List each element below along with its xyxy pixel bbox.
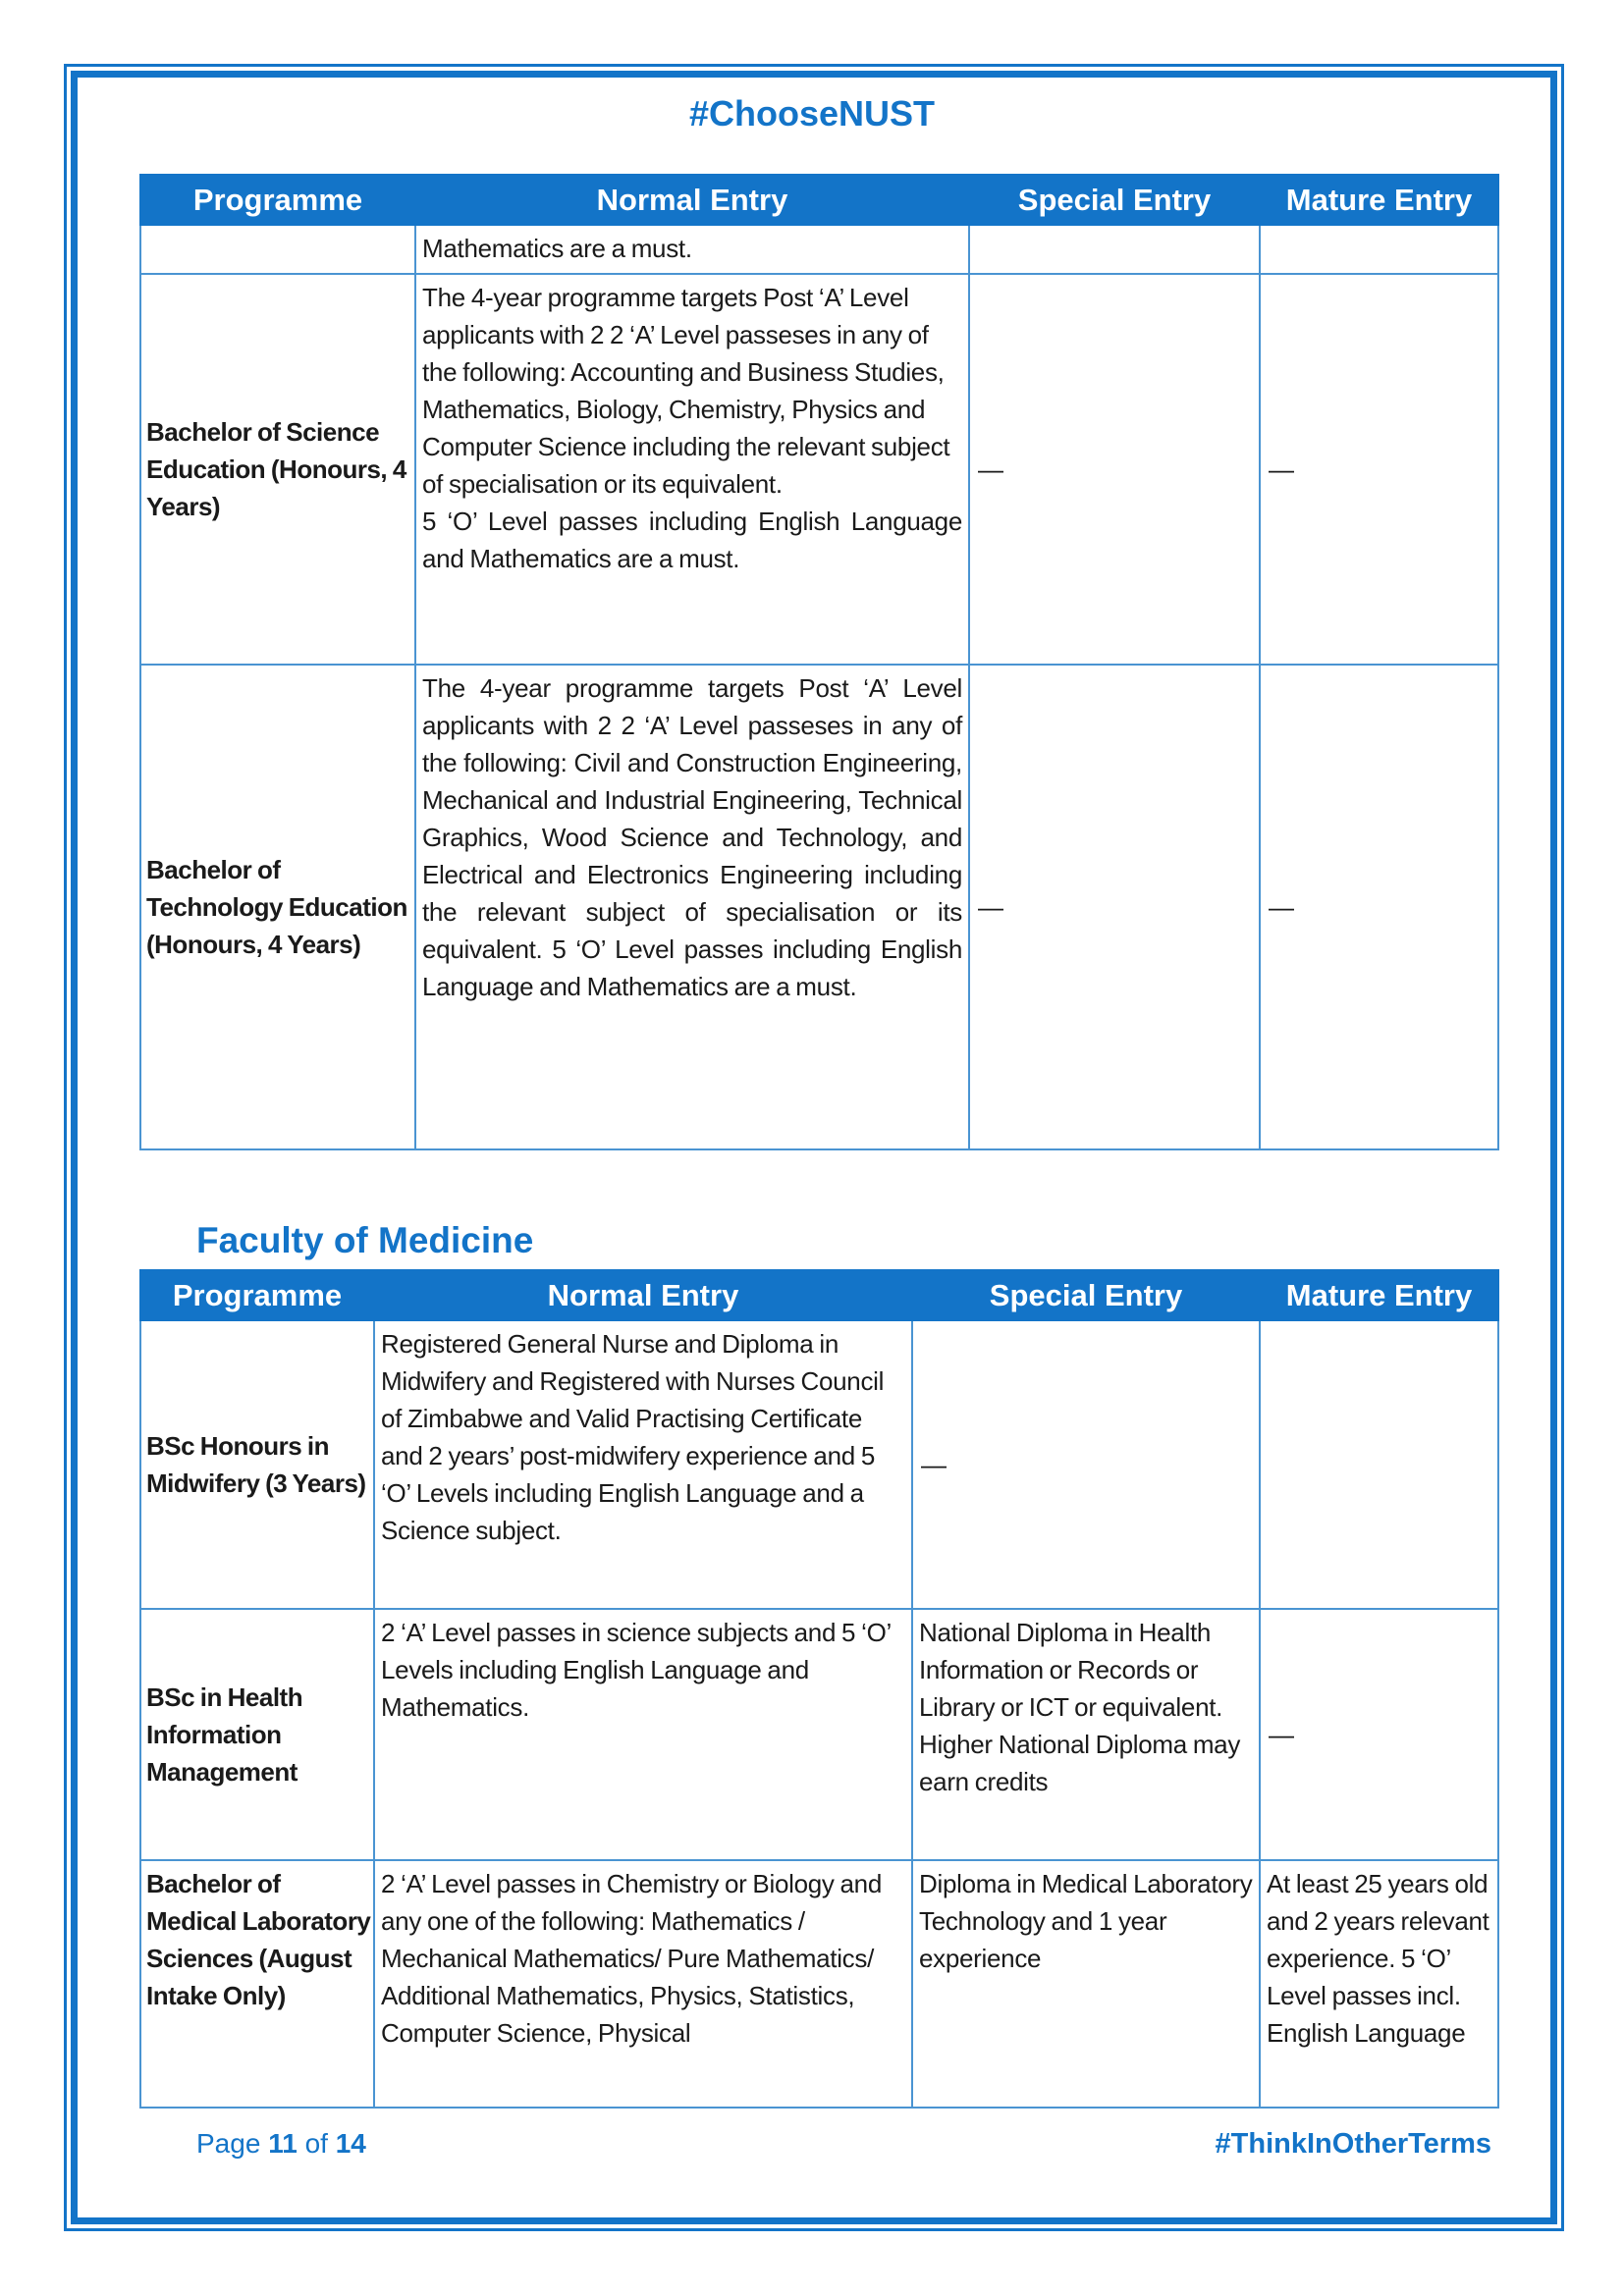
table-header-row <box>140 1270 1498 1320</box>
normal-entry-cell: Mathematics are a must. <box>415 225 969 274</box>
page-word: Page <box>196 2128 261 2159</box>
mature-entry-cell <box>1260 225 1498 274</box>
normal-entry-cell: 2 ‘A’ Level passes in science subjects and 5 ‘O’ Levels including English Language and Mathematics. <box>374 1609 912 1860</box>
mature-entry-cell: At least 25 years old and 2 years relevant experience. 5 ‘O’ Level passes incl. English Language <box>1260 1860 1498 2108</box>
medicine-programmes-table <box>139 1269 1499 2109</box>
special-entry-cell: National Diploma in Health Information or Records or Library or ICT or equivalent. Higher National Diploma may earn credits <box>912 1609 1260 1860</box>
column-header-special-entry: Special Entry <box>912 1270 1260 1320</box>
table-row <box>140 1320 1498 1609</box>
education-programmes-table <box>139 174 1499 1150</box>
mature-entry-cell: — <box>1260 1609 1498 1860</box>
programme-cell: Bachelor of Technology Education (Honours, 4 Years) <box>140 665 415 1149</box>
normal-entry-cell: The 4-year programme targets Post ‘A’ Level applicants with 2 2 ‘A’ Level passeses in any of the following: Civil and Construction Engineering, Mechanical and Industrial Engineering, Technical Graphics, Wood Science and Technology, and Electrical and Electronics Engineering including the relevant subject of specialisation or its equivalent. 5 ‘O’ Level passes including English Language and Mathematics are a must. <box>415 665 969 1149</box>
normal-entry-paragraph: The 4-year programme targets Post ‘A’ Level applicants with 2 2 ‘A’ Level passeses in any of the following: Accounting and Business Studies, Mathematics, Biology, Chemistry, Physics and Computer Science including the relevant subject of specialisation or its equivalent. <box>422 283 950 499</box>
table-header-row <box>140 175 1498 225</box>
document-header-hashtag: #ChooseNUST <box>688 93 936 133</box>
normal-entry-paragraph: 5 ‘O’ Level passes including English Language and Mathematics are a must. <box>422 507 962 573</box>
page-total: 14 <box>335 2128 366 2159</box>
programme-cell: Bachelor of Medical Laboratory Sciences (August Intake Only) <box>140 1860 374 2108</box>
normal-entry-cell: Registered General Nurse and Diploma in Midwifery and Registered with Nurses Council of Zimbabwe and Valid Practising Certificate and 2 years’ post-midwifery experience and 5 ‘O’ Levels including English Language and a Science subject. <box>374 1320 912 1609</box>
column-header-special-entry: Special Entry <box>969 175 1260 225</box>
column-header-mature-entry: Mature Entry <box>1260 1270 1498 1320</box>
of-word: of <box>304 2128 328 2159</box>
table-row <box>140 225 1498 274</box>
column-header-programme: Programme <box>140 1270 374 1320</box>
table-row <box>140 1860 1498 2108</box>
mature-entry-cell: — <box>1260 665 1498 1149</box>
special-entry-cell: — <box>969 665 1260 1149</box>
page-footer <box>139 2128 1497 2161</box>
footer-hashtag: #ThinkInOtherTerms <box>1215 2128 1491 2160</box>
page-number-indicator <box>139 2128 366 2160</box>
special-entry-cell: — <box>912 1320 1260 1609</box>
table-row <box>140 274 1498 665</box>
column-header-mature-entry: Mature Entry <box>1260 175 1498 225</box>
normal-entry-cell: 2 ‘A’ Level passes in Chemistry or Biology and any one of the following: Mathematics / Mechanical Mathematics/ Pure Mathematics/ Additional Mathematics, Physics, Statistics, Computer Science, Physical <box>374 1860 912 2108</box>
programme-cell <box>140 225 415 274</box>
special-entry-cell <box>969 225 1260 274</box>
column-header-programme: Programme <box>140 175 415 225</box>
mature-entry-cell: — <box>1260 274 1498 665</box>
programme-cell: BSc in Health Information Management <box>140 1609 374 1860</box>
table-row <box>140 665 1498 1149</box>
column-header-normal-entry: Normal Entry <box>415 175 969 225</box>
section-heading-faculty-of-medicine: Faculty of Medicine <box>196 1220 534 1260</box>
special-entry-cell: Diploma in Medical Laboratory Technology and 1 year experience <box>912 1860 1260 2108</box>
mature-entry-cell <box>1260 1320 1498 1609</box>
programme-cell: Bachelor of Science Education (Honours, 4 Years) <box>140 274 415 665</box>
programme-cell: BSc Honours in Midwifery (3 Years) <box>140 1320 374 1609</box>
table-row <box>140 1609 1498 1860</box>
page-number: 11 <box>268 2128 298 2159</box>
normal-entry-cell <box>415 274 969 665</box>
column-header-normal-entry: Normal Entry <box>374 1270 912 1320</box>
special-entry-cell: — <box>969 274 1260 665</box>
